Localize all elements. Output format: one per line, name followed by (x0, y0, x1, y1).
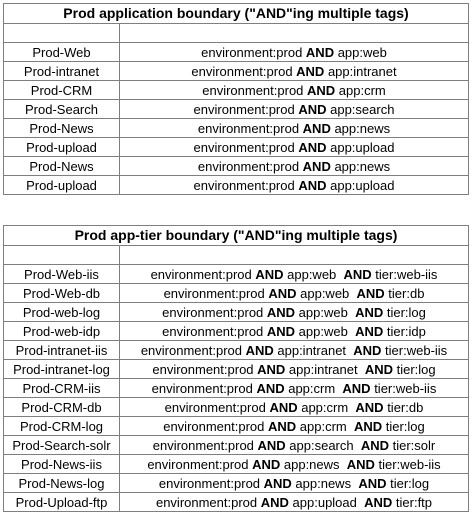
tag-text: app:web (295, 304, 356, 320)
and-operator: AND (358, 475, 387, 491)
tag-text: tier:web-iis (370, 380, 437, 396)
tag-expression-cell (120, 455, 469, 474)
tag-text: app:web (334, 44, 387, 60)
table-row (4, 455, 469, 474)
table-title: Prod app-tier boundary ("AND"ing multiple tags) (4, 226, 469, 246)
tag-text: tier:db (383, 399, 424, 415)
table-row (4, 100, 469, 119)
application-boundary-table (3, 3, 469, 195)
tag-expression-cell (120, 474, 469, 493)
table-row (4, 436, 469, 455)
tag-text: environment:prod (191, 63, 297, 79)
tag-text: tier:db (384, 285, 425, 301)
boundary-name-cell: Prod-intranet-log (4, 360, 120, 379)
and-operator: AND (360, 437, 390, 453)
boundary-name-cell: Prod-Search-solr (4, 436, 120, 455)
and-operator: AND (245, 342, 274, 358)
boundary-name-cell: Prod-CRM (4, 81, 120, 100)
table-row (4, 43, 469, 62)
table-row (4, 360, 469, 379)
tag-text: environment:prod (193, 177, 299, 193)
boundary-name-cell: Prod-Upload-ftp (4, 493, 120, 512)
tag-text: app:intranet (285, 361, 365, 377)
and-operator: AND (346, 456, 375, 472)
tag-expression-cell (120, 62, 469, 81)
table-row (4, 176, 469, 195)
tag-text: app:intranet (273, 342, 354, 358)
tag-text: app:crm (296, 418, 354, 434)
tag-text: tier:ftp (392, 494, 433, 510)
tag-text: tier:web-iis (381, 342, 448, 358)
tag-text: environment:prod (163, 285, 269, 301)
tag-text: app:crm (335, 82, 386, 98)
table-row (4, 157, 469, 176)
tag-text: environment:prod (162, 323, 267, 339)
tag-expression-cell (120, 493, 469, 512)
tag-expression-cell (120, 436, 469, 455)
table-row (4, 417, 469, 436)
and-operator: AND (266, 304, 296, 320)
and-operator: AND (307, 82, 336, 98)
and-operator: AND (257, 361, 286, 377)
tag-text: environment:prod (163, 418, 268, 434)
tag-text: environment:prod (193, 139, 299, 155)
table-row (4, 265, 469, 284)
tag-text: tier:log (392, 361, 436, 377)
tag-text: tier:web-iis (371, 266, 438, 282)
and-operator: AND (343, 266, 372, 282)
table-row (4, 62, 469, 81)
tag-text: environment:prod (197, 158, 303, 174)
tag-text: app:crm (297, 399, 356, 415)
tag-text: app:search (285, 437, 361, 453)
and-operator: AND (305, 44, 335, 60)
boundary-name-cell: Prod-CRM-iis (4, 379, 120, 398)
tag-text: environment:prod (197, 120, 303, 136)
boundary-name-cell: Prod-CRM-log (4, 417, 120, 436)
tag-text: environment:prod (193, 101, 299, 117)
tag-text: app:news (280, 456, 347, 472)
and-operator: AND (298, 177, 327, 193)
blank-cell (4, 24, 120, 43)
boundary-name-cell: Prod-Web-iis (4, 265, 120, 284)
table-row (4, 379, 469, 398)
table-row (4, 81, 469, 100)
table-row (4, 119, 469, 138)
table-row (4, 303, 469, 322)
tag-expression-cell (120, 360, 469, 379)
tag-expression-cell (120, 379, 469, 398)
tag-text: app:upload (326, 139, 395, 155)
boundary-name-cell: Prod-News-iis (4, 455, 120, 474)
and-operator: AND (355, 304, 384, 320)
boundary-name-cell: Prod-News (4, 119, 120, 138)
tag-text: tier:solr (389, 437, 436, 453)
and-operator: AND (353, 342, 382, 358)
blank-row (4, 246, 469, 265)
tag-expression-cell (120, 417, 469, 436)
tag-expression-cell (120, 303, 469, 322)
tag-text: environment:prod (152, 437, 258, 453)
tag-text: app:intranet (324, 63, 397, 79)
blank-row (4, 24, 469, 43)
tag-expression-cell (120, 341, 469, 360)
and-operator: AND (296, 63, 325, 79)
and-operator: AND (355, 323, 384, 339)
tag-text: app:upload (288, 494, 365, 510)
tag-expression-cell (120, 157, 469, 176)
tag-expression-cell (120, 322, 469, 341)
table-row (4, 474, 469, 493)
and-operator: AND (266, 323, 296, 339)
and-operator: AND (268, 285, 297, 301)
boundary-name-cell: Prod-Web (4, 43, 120, 62)
boundary-name-cell: Prod-Search (4, 100, 120, 119)
boundary-name-cell: Prod-web-log (4, 303, 120, 322)
tag-text: environment:prod (164, 399, 270, 415)
table-title-row (4, 4, 469, 24)
tag-text: app:news (291, 475, 359, 491)
table-row (4, 284, 469, 303)
tag-text: tier:log (382, 418, 425, 434)
blank-cell (120, 246, 469, 265)
and-operator: AND (302, 158, 331, 174)
tag-text: app:upload (326, 177, 395, 193)
tag-text: environment:prod (155, 494, 261, 510)
boundary-name-cell: Prod-CRM-db (4, 398, 120, 417)
tag-text: app:news (330, 120, 391, 136)
boundary-name-cell: Prod-web-idp (4, 322, 120, 341)
tag-text: environment:prod (158, 475, 264, 491)
and-operator: AND (298, 101, 327, 117)
tag-expression-cell (120, 176, 469, 195)
tag-expression-cell (120, 119, 469, 138)
tag-text: tier:web-iis (374, 456, 441, 472)
tag-expression-cell (120, 138, 469, 157)
app-tier-boundary-table (3, 225, 469, 512)
table-row (4, 138, 469, 157)
table-row (4, 341, 469, 360)
table-row (4, 398, 469, 417)
and-operator: AND (260, 494, 289, 510)
tag-text: tier:log (383, 304, 426, 320)
tag-text: environment:prod (150, 266, 256, 282)
tag-text: app:web (295, 323, 356, 339)
and-operator: AND (268, 418, 297, 434)
tag-text: tier:idp (383, 323, 426, 339)
and-operator: AND (255, 266, 284, 282)
and-operator: AND (355, 399, 384, 415)
tag-text: environment:prod (202, 82, 308, 98)
table-title-row (4, 226, 469, 246)
tag-text: app:web (296, 285, 357, 301)
boundary-name-cell: Prod-intranet-iis (4, 341, 120, 360)
tag-text: environment:prod (151, 380, 257, 396)
blank-cell (4, 246, 120, 265)
boundary-name-cell: Prod-upload (4, 176, 120, 195)
boundary-name-cell: Prod-Web-db (4, 284, 120, 303)
and-operator: AND (353, 418, 383, 434)
and-operator: AND (342, 380, 371, 396)
boundary-name-cell: Prod-News (4, 157, 120, 176)
boundary-name-cell: Prod-upload (4, 138, 120, 157)
and-operator: AND (298, 139, 327, 155)
tag-text: app:news (330, 158, 391, 174)
tag-expression-cell (120, 284, 469, 303)
tag-expression-cell (120, 398, 469, 417)
and-operator: AND (252, 456, 281, 472)
table-row (4, 322, 469, 341)
tag-text: app:crm (284, 380, 343, 396)
tag-text: environment:prod (147, 456, 253, 472)
table-title: Prod application boundary ("AND"ing multiple tags) (4, 4, 469, 24)
and-operator: AND (364, 361, 393, 377)
tag-expression-cell (120, 100, 469, 119)
table-row (4, 493, 469, 512)
and-operator: AND (263, 475, 292, 491)
tag-text: environment:prod (162, 304, 267, 320)
blank-cell (120, 24, 469, 43)
tag-text: tier:log (386, 475, 430, 491)
boundary-name-cell: Prod-News-log (4, 474, 120, 493)
tag-text: app:web (283, 266, 344, 282)
tag-expression-cell (120, 43, 469, 62)
and-operator: AND (302, 120, 331, 136)
and-operator: AND (356, 285, 385, 301)
tag-expression-cell (120, 81, 469, 100)
tag-expression-cell (120, 265, 469, 284)
and-operator: AND (256, 380, 285, 396)
tag-text: environment:prod (201, 44, 306, 60)
tag-text: environment:prod (152, 361, 258, 377)
tag-text: app:search (326, 101, 395, 117)
boundary-name-cell: Prod-intranet (4, 62, 120, 81)
and-operator: AND (257, 437, 286, 453)
and-operator: AND (269, 399, 298, 415)
and-operator: AND (364, 494, 393, 510)
tag-text: environment:prod (140, 342, 246, 358)
